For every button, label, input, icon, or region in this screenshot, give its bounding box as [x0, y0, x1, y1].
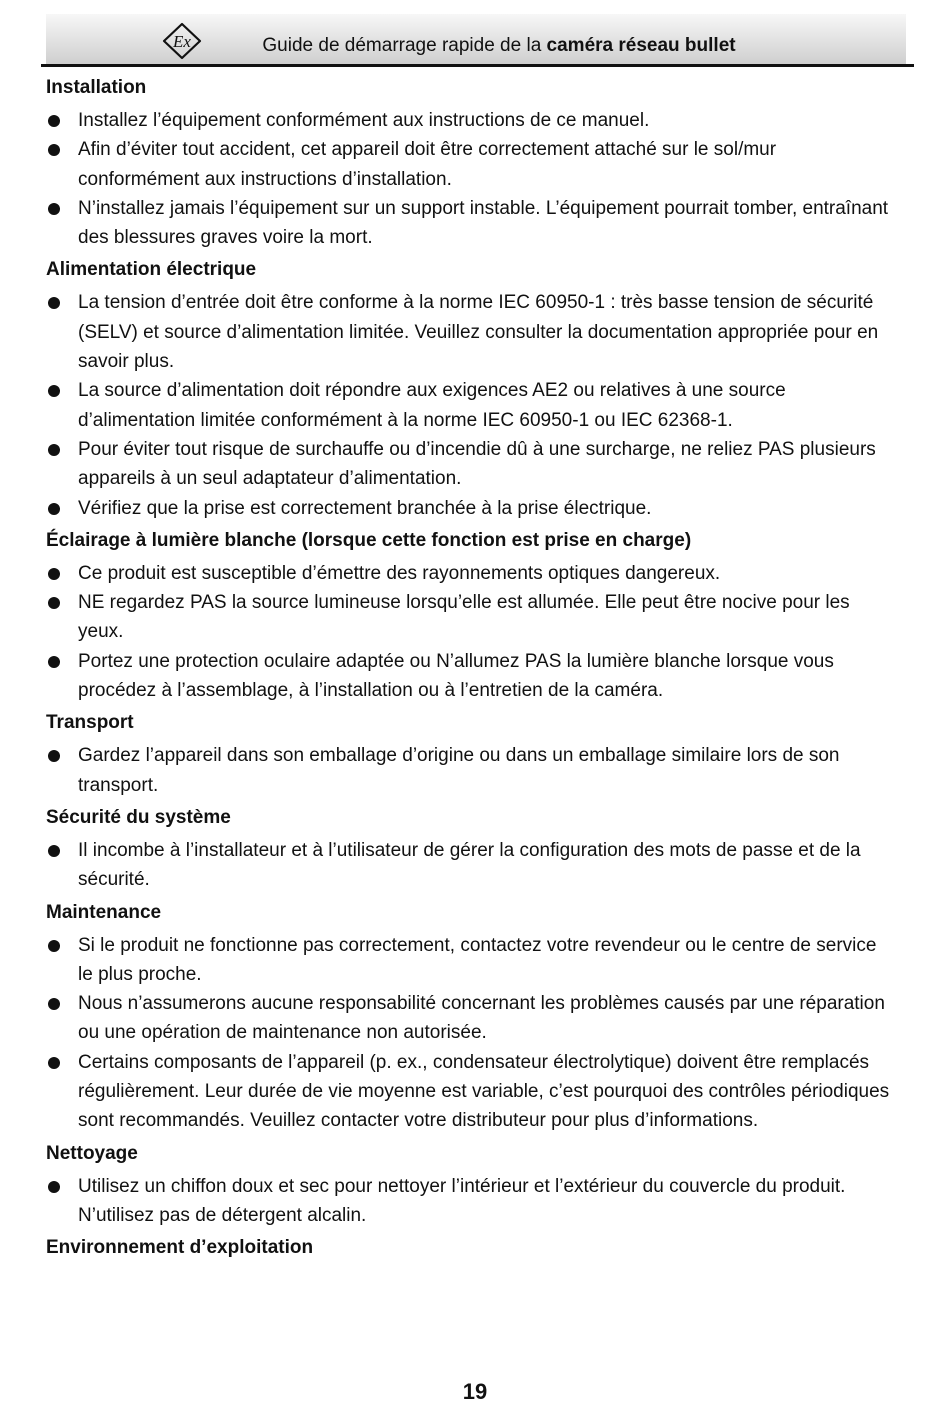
section-title: Nettoyage [46, 1142, 138, 1164]
bullet-icon [48, 568, 60, 580]
section-title: Environnement d’exploitation [46, 1237, 314, 1259]
section-title: Éclairage à lumière blanche (lorsque cette fonction est prise en charge) [46, 529, 692, 551]
list-item [46, 989, 896, 1048]
bullet-icon [48, 656, 60, 668]
list-item [46, 588, 896, 647]
list-item [46, 836, 896, 895]
list-item [46, 435, 896, 494]
list-item [46, 559, 896, 588]
bullet-icon [48, 503, 60, 515]
list-item [46, 288, 896, 376]
bullet-list [46, 1172, 896, 1231]
section-title: Alimentation électrique [46, 259, 257, 281]
list-item-text: Utilisez un chiffon doux et sec pour nettoyer l’intérieur et l’extérieur du couvercle du produit. N’utilisez pas de détergent alcalin. [78, 1175, 846, 1226]
list-item [46, 931, 896, 990]
list-item-text: Portez une protection oculaire adaptée ou N’allumez PAS la lumière blanche lorsque vous procédez à l’assemblage, à l’installation ou à l’entretien de la caméra. [78, 650, 834, 702]
list-item [46, 376, 896, 435]
list-item [46, 135, 896, 194]
bullet-icon [48, 845, 60, 857]
page-number: 19 [462, 1379, 488, 1404]
section-title: Sécurité du système [46, 806, 231, 828]
list-item-text: La source d’alimentation doit répondre aux exigences AE2 ou relatives à une source d’alimentation limitée conformément à la norme IEC 60950-1 ou IEC 62368-1. [78, 380, 786, 431]
bullet-icon [48, 444, 60, 456]
bullet-list [46, 288, 896, 522]
bullet-icon [48, 1057, 60, 1069]
section-title: Maintenance [46, 901, 162, 923]
bullet-icon [48, 1181, 60, 1193]
list-item-text: N’installez jamais l’équipement sur un support instable. L’équipement pourrait tomber, entraînant des blessures graves voire la mort. [78, 197, 889, 249]
list-item [46, 194, 896, 253]
list-item-text: Vérifiez que la prise est correctement branchée à la prise électrique. [78, 497, 652, 519]
list-item [46, 494, 896, 523]
bullet-list [46, 741, 896, 800]
list-item-text: Afin d’éviter tout accident, cet appareil doit être correctement attaché sur le sol/mur conformément aux instructions d’installation. [78, 139, 777, 190]
list-item-text: La tension d’entrée doit être conforme à la norme IEC 60950-1 : très basse tension de sécurité (SELV) et source d’alimentation limitée. Veuillez consulter la documentation appropriée pour en savoir plus. [78, 292, 879, 373]
list-item-text: Certains composants de l’appareil (p. ex., condensateur électrolytique) doivent être remplacés régulièrement. Leur durée de vie moyenne est variable, c’est pourquoi des contrôles périodiques sont recommandés. Veuillez contacter votre distributeur pour plus d’informations. [78, 1051, 890, 1132]
list-item [46, 741, 896, 800]
bullet-icon [48, 385, 60, 397]
list-item [46, 106, 896, 135]
list-item-text: Pour éviter tout risque de surchauffe ou d’incendie dû à une surcharge, ne reliez PAS plusieurs appareils à un seul adaptateur d’alimentation. [78, 438, 876, 490]
header-title [0, 34, 950, 58]
bullet-list [46, 836, 896, 895]
bullet-icon [48, 144, 60, 156]
ex-mark-text: Ex [173, 32, 191, 51]
bullet-list [46, 559, 896, 705]
list-item [46, 647, 896, 706]
header-rule [41, 64, 914, 67]
list-item [46, 1172, 896, 1231]
bullet-icon [48, 203, 60, 215]
bullet-icon [48, 597, 60, 609]
bullet-icon [48, 297, 60, 309]
list-item-text: Si le produit ne fonctionne pas correctement, contactez votre revendeur ou le centre de service le plus proche. [78, 934, 877, 985]
bullet-icon [48, 115, 60, 127]
bullet-icon [48, 750, 60, 762]
list-item-text: Installez l’équipement conformément aux instructions de ce manuel. [78, 110, 650, 131]
bullet-icon [48, 940, 60, 952]
header-title-prefix: Guide de démarrage rapide de la [262, 35, 547, 56]
list-item [46, 1048, 896, 1136]
list-item-text: NE regardez PAS la source lumineuse lorsqu’elle est allumée. Elle peut être nocive pour les yeux. [78, 592, 850, 643]
header-title-bold: caméra réseau bullet [546, 35, 736, 56]
list-item-text: Il incombe à l’installateur et à l’utilisateur de gérer la configuration des mots de passe et de la sécurité. [78, 839, 861, 891]
document-body [46, 74, 896, 1266]
section-title: Transport [46, 712, 134, 734]
section-title: Installation [46, 77, 147, 98]
list-item-text: Ce produit est susceptible d’émettre des rayonnements optiques dangereux. [78, 562, 721, 584]
bullet-list [46, 106, 896, 252]
list-item-text: Gardez l’appareil dans son emballage d’origine ou dans un emballage similaire lors de son transport. [78, 745, 840, 796]
list-item-text: Nous n’assumerons aucune responsabilité concernant les problèmes causés par une réparation ou une opération de maintenance non autorisée. [78, 993, 885, 1044]
bullet-icon [48, 998, 60, 1010]
bullet-list [46, 931, 896, 1136]
